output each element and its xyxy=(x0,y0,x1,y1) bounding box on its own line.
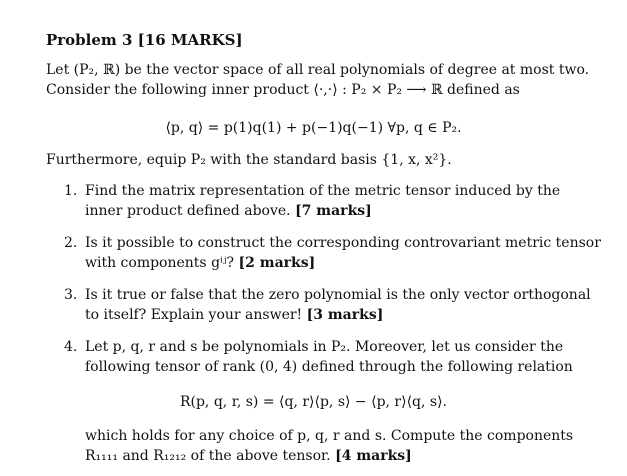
question-2-marks: [2 marks] xyxy=(238,255,316,271)
question-body-1 xyxy=(85,181,571,221)
question-body-3 xyxy=(85,285,591,325)
intro-line-2: Consider the following inner product ⟨·,·⟩ : P₂ × P₂ ⟶ ℝ defined as xyxy=(46,82,520,98)
question-number-3: 3. xyxy=(64,287,78,303)
question-number-4: 4. xyxy=(64,339,78,355)
intro-paragraph xyxy=(46,60,590,100)
question-3-line-1: Is it true or false that the zero polynomial is the only vector orthogonal xyxy=(85,287,591,303)
question-3-line-2 xyxy=(85,305,571,325)
question-1-marks: [7 marks] xyxy=(295,203,372,219)
question-number-1: 1. xyxy=(64,183,78,199)
question-4-text: R₁₁₁₁ and R₁₂₁₂ of the above tensor. xyxy=(85,448,331,464)
question-2-line-2 xyxy=(85,253,571,273)
question-1-line-1: Find the matrix representation of the metric tensor induced by the xyxy=(85,183,561,199)
question-1-text: inner product defined above. xyxy=(85,203,291,219)
basis-statement: Furthermore, equip P₂ with the standard basis {1, x, x²}. xyxy=(46,152,452,168)
question-4-line-4 xyxy=(85,446,571,466)
tensor-equation: R(p, q, r, s) = ⟨q, r⟩⟨p, s⟩ − ⟨p, r⟩⟨q, s⟩. xyxy=(179,394,448,410)
question-4-marks: [4 marks] xyxy=(335,448,412,464)
question-4-line-2: following tensor of rank (0, 4) defined through the following relation xyxy=(85,359,573,375)
question-1-line-2 xyxy=(85,201,571,221)
question-3-marks: [3 marks] xyxy=(306,307,384,323)
inner-product-equation: ⟨p, q⟩ = p(1)q(1) + p(−1)q(−1) ∀p, q ∈ P₂. xyxy=(165,120,462,136)
question-3-text: to itself? Explain your answer! xyxy=(85,307,303,323)
question-4-line-3: which holds for any choice of p, q, r and s. Compute the components xyxy=(85,428,574,444)
problem-title: Problem 3 [16 MARKS] xyxy=(46,31,243,49)
question-2-line-1: Is it possible to construct the corresponding controvariant metric tensor xyxy=(85,235,601,251)
question-2-text: with components gⁱʲ? xyxy=(85,255,235,271)
question-body-4 xyxy=(85,337,571,377)
question-number-2: 2. xyxy=(64,235,78,251)
question-4-line-1: Let p, q, r and s be polynomials in P₂. Moreover, let us consider the xyxy=(85,339,564,355)
intro-line-1: Let (P₂, ℝ) be the vector space of all real polynomials of degree at most two. xyxy=(46,62,590,78)
question-body-2 xyxy=(85,233,601,273)
question-body-4-continued xyxy=(85,426,574,466)
